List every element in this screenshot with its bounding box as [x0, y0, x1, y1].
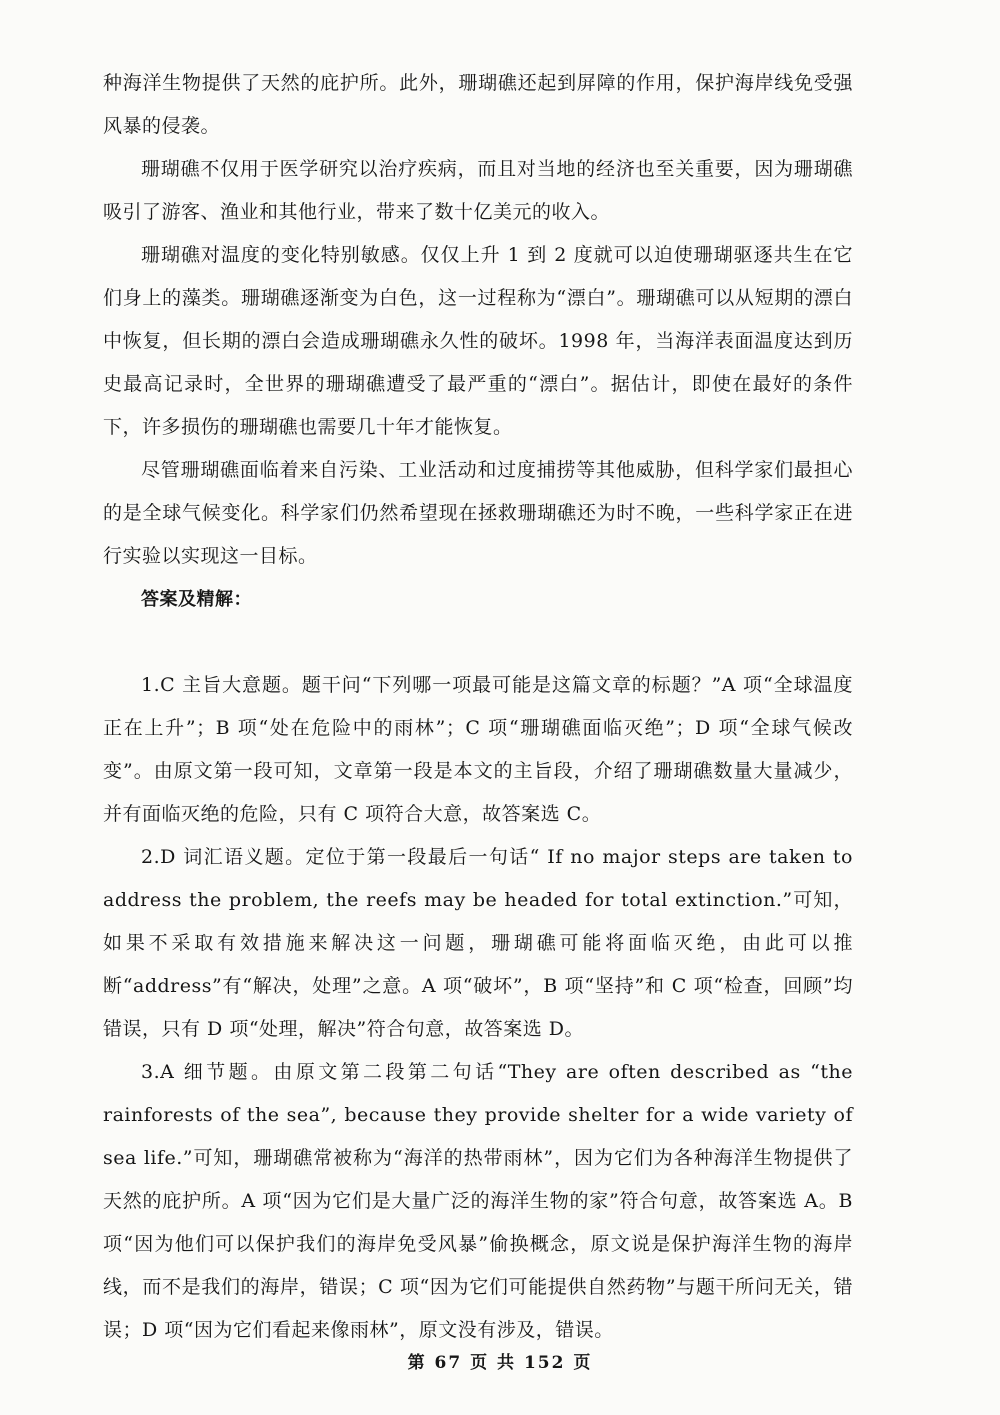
- answer-item-3: 3.A 细节题。由原文第二段第二句话“They are often described as “the rainforests of the sea”, because they provide shelter for a wide variety of sea life.”可知，珊瑚礁常被称为“海洋的热带雨林”，因为它们为各种海洋生物提供了天然的庇护所。A 项“因为它们是大量广泛的海洋生物的家”符合句意，故答案选 A。B 项“因为他们可以保护我们的海岸免受风暴”偷换概念，原文说是保护海洋生物的海岸线，而不是我们的海岸，错误；C 项“因为它们可能提供自然药物”与题干所问无关，错误；D 项“因为它们看起来像雨林”，原文没有涉及，错误。: [103, 1061, 853, 1341]
- answer-item-2: 2.D 词汇语义题。定位于第一段最后一句话“ If no major steps are taken to address the problem, the reefs may be headed for total extinction.”可知，如果不采取有效措施来解决这一问题，珊瑚礁可能将面临灭绝，由此可以推断“address”有“解决，处理”之意。A 项“破坏”，B 项“坚持”和 C 项“检查，回顾”均错误，只有 D 项“处理，解决”符合句意，故答案选 D。: [103, 846, 853, 1040]
- passage-paragraph-3: 珊瑚礁对温度的变化特别敏感。仅仅上升 1 到 2 度就可以迫使珊瑚驱逐共生在它们身上的藻类。珊瑚礁逐渐变为白色，这一过程称为“漂白”。珊瑚礁可以从短期的漂白中恢复，但长期的漂白会造成珊瑚礁永久性的破坏。1998 年，当海洋表面温度达到历史最高记录时，全世界的珊瑚礁遭受了最严重的“漂白”。据估计，即使在最好的条件下，许多损伤的珊瑚礁也需要几十年才能恢复。: [103, 244, 853, 438]
- answers-heading: 答案及精解：: [141, 589, 252, 610]
- page-number-footer: 第 67 页 共 152 页: [407, 1353, 593, 1373]
- answer-item-1: 1.C 主旨大意题。题干问“下列哪一项最可能是这篇文章的标题？”A 项“全球温度正在上升”；B 项“处在危险中的雨林”；C 项“珊瑚礁面临灭绝”；D 项“全球气候改变”。由原文第一段可知，文章第一段是本文的主旨段，介绍了珊瑚礁数量大量减少，并有面临灭绝的危险，只有 C 项符合大意，故答案选 C。: [103, 674, 853, 825]
- passage-paragraph-2: 珊瑚礁不仅用于医学研究以治疗疾病，而且对当地的经济也至关重要，因为珊瑚礁吸引了游客、渔业和其他行业，带来了数十亿美元的收入。: [103, 158, 853, 223]
- passage-paragraph-4: 尽管珊瑚礁面临着来自污染、工业活动和过度捕捞等其他威胁，但科学家们最担心的是全球气候变化。科学家们仍然希望现在拯救珊瑚礁还为时不晚，一些科学家正在进行实验以实现这一目标。: [103, 459, 853, 567]
- section-gap: [103, 621, 853, 664]
- passage-paragraph-1: 种海洋生物提供了天然的庇护所。此外，珊瑚礁还起到屏障的作用，保护海岸线免受强风暴的侵袭。: [103, 72, 853, 137]
- page-content: [103, 62, 853, 1352]
